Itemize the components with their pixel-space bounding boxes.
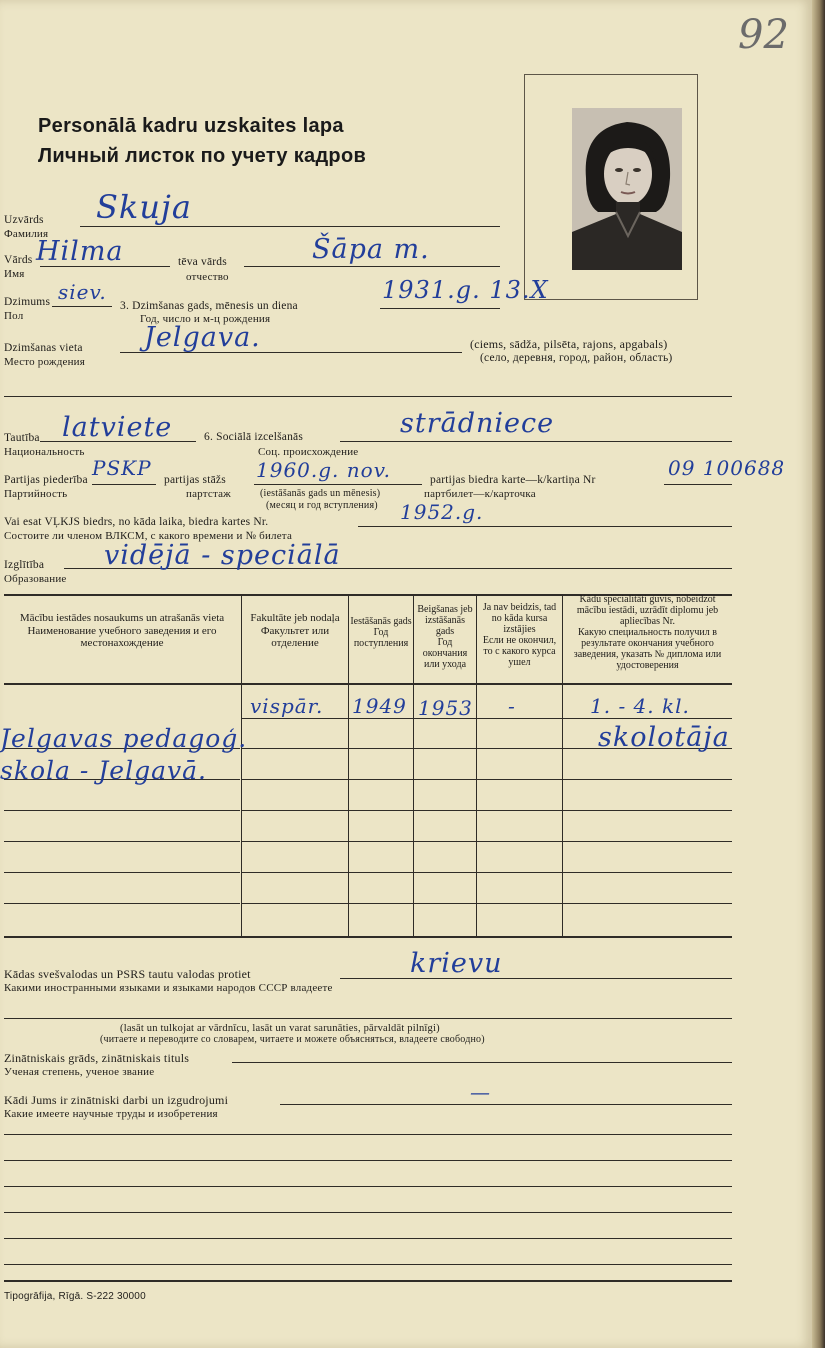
surname-value: Skuja <box>96 188 192 226</box>
table-row-line <box>241 903 732 904</box>
birth-date-line <box>380 308 500 309</box>
party-card-value: 09 100688 <box>668 456 786 480</box>
nationality-label-ru: Национальность <box>4 446 85 458</box>
table-bottom-border <box>4 936 732 938</box>
birth-date-label-lv: 3. Dzimšanas gads, mēnesis un diena <box>120 300 298 312</box>
page-number: 92 <box>738 12 789 58</box>
party-tenure-hint-ru: (месяц и год вступления) <box>266 500 378 511</box>
languages-label-ru: Какими иностранными языками и языками народов СССР владеете <box>4 982 333 994</box>
education-label-lv: Izglītība <box>4 559 45 571</box>
education-value: vidējā - speciālā <box>104 540 341 571</box>
header-end-year: Beigšanas jeb izstāšanās gads Год окончания или ухода <box>417 604 473 670</box>
languages-hint-lv: (lasāt un tulkojat ar vārdnīcu, lasāt un varat sarunāties, pārvaldāt pilnīgi) <box>120 1023 440 1034</box>
degree-line <box>232 1062 732 1063</box>
blank-line <box>4 1238 732 1239</box>
table-col-divider <box>476 595 477 937</box>
social-line <box>340 441 732 442</box>
languages-value: krievu <box>410 948 503 979</box>
specialty-value-line1: 1. - 4. kl. <box>590 694 690 718</box>
party-card-line <box>664 484 732 485</box>
header-dropout: Ja nav beidzis, tad no kāda kursa izstājies Если не окончил, то с какого курса ушел <box>482 602 557 668</box>
languages-hint-ru: (читаете и переводите со словарем, читаете и можете объясняться, владеете свободно) <box>100 1034 485 1045</box>
komsomol-label-lv: Vai esat VĻKJS biedrs, no kāda laika, biedra kartes Nr. <box>4 516 269 528</box>
birth-date-label-ru: Год, число и м-ц рождения <box>140 313 271 325</box>
birthplace-value: Jelgava. <box>144 322 261 353</box>
patronymic-label-ru: отчество <box>186 271 229 283</box>
degree-label-ru: Ученая степень, ученое звание <box>4 1066 155 1078</box>
table-row-line <box>4 903 240 904</box>
institution-value-line1: Jelgavas pedagoģ. <box>0 724 248 753</box>
patronymic-line <box>244 266 500 267</box>
header-entry-year: Iestāšanās gads Год поступления <box>350 616 412 649</box>
table-col-divider <box>348 595 349 937</box>
patronymic-value: Šāpa m. <box>312 234 430 265</box>
party-value: PSKP <box>92 456 152 480</box>
dropout-value: - <box>508 694 516 718</box>
social-value: strādniece <box>400 408 555 439</box>
party-card-label-lv: partijas biedra karte—k/kartiņa Nr <box>430 474 596 486</box>
birthplace-hint-ru: (село, деревня, город, район, область) <box>480 352 673 364</box>
blank-line <box>4 1186 732 1187</box>
end-year-value: 1953 <box>418 696 473 720</box>
works-label-ru: Какие имеете научные труды и изобретения <box>4 1108 218 1120</box>
party-tenure-label-lv: partijas stāžs <box>164 474 226 486</box>
sex-value: siev. <box>58 280 107 304</box>
party-tenure-value: 1960.g. nov. <box>256 458 391 482</box>
languages-extra-line <box>4 1018 732 1019</box>
footer-border <box>4 1280 732 1282</box>
table-row-line <box>241 810 732 811</box>
works-value: — <box>470 1080 491 1104</box>
party-tenure-line <box>254 484 422 485</box>
birth-date-value: 1931.g. 13.X <box>382 276 549 304</box>
table-row-line <box>241 779 732 780</box>
blank-line <box>4 1212 732 1213</box>
social-label-ru: Соц. происхождение <box>258 446 359 458</box>
komsomol-value: 1952.g. <box>400 500 484 524</box>
works-line <box>280 1104 732 1105</box>
degree-label-lv: Zinātniskais grāds, zinātniskais tituls <box>4 1051 190 1065</box>
table-row-line <box>241 872 732 873</box>
party-tenure-hint-lv: (iestāšanās gads un mēnesis) <box>260 488 381 499</box>
header-institution: Mācību iestādes nosaukums un atrašanās vieta Наименование учебного заведения и его местонахождение <box>19 612 225 649</box>
table-row-line <box>4 872 240 873</box>
languages-line <box>340 978 732 979</box>
header-faculty: Fakultāte jeb nodaļa Факультет или отделение <box>250 612 340 649</box>
table-header-border <box>4 683 732 685</box>
party-card-label-ru: партбилет—к/карточка <box>424 488 536 500</box>
party-label-lv: Partijas piederība <box>4 474 88 486</box>
party-tenure-label-ru: партстаж <box>186 488 231 500</box>
table-col-divider <box>241 595 242 937</box>
table-col-divider <box>413 595 414 937</box>
faculty-value: vispār. <box>250 694 324 718</box>
surname-line <box>80 226 500 227</box>
party-line <box>92 484 156 485</box>
nationality-label-lv: Tautība <box>4 432 40 444</box>
paper-edge <box>812 0 825 1348</box>
birthplace-hint-lv: (ciems, sādža, pilsēta, rajons, apgabals) <box>470 337 668 351</box>
printer-imprint: Tipogrāfija, Rīgā. S-222 30000 <box>4 1291 146 1302</box>
blank-line <box>4 1134 732 1135</box>
header-specialty: Kādu specialitāti guvis, nobeidzot mācību iestādi, uzrādīt diplomu jeb apliecības Nr. Какую специальность получил в результате окончания учебного заведения, указать № диплома или удостоверения <box>573 594 722 671</box>
table-row-line <box>241 841 732 842</box>
works-label-lv: Kādi Jums ir zinātniski darbi un izgudrojumi <box>4 1093 229 1107</box>
sex-label-lv: Dzimums <box>4 296 51 308</box>
surname-label-lv: Uzvārds <box>4 214 44 226</box>
institution-value-line2: skola - Jelgavā. <box>0 756 207 785</box>
komsomol-label-ru: Состоите ли членом ВЛКСМ, с какого времени и № билета <box>4 530 293 542</box>
sex-label-ru: Пол <box>4 310 24 322</box>
table-row-line <box>4 810 240 811</box>
title-russian: Личный листок по учету кадров <box>38 145 367 167</box>
birthplace-label-lv: Dzimšanas vieta <box>4 342 83 354</box>
sex-line <box>52 306 112 307</box>
table-row-line <box>4 841 240 842</box>
entry-year-value: 1949 <box>352 694 407 718</box>
komsomol-line <box>358 526 732 527</box>
specialty-value-line2: skolotāja <box>598 722 730 753</box>
title-latvian: Personālā kadru uzskaites lapa <box>38 115 344 137</box>
blank-line <box>4 1264 732 1265</box>
table-col-divider <box>562 595 563 937</box>
name-label-lv: Vārds <box>4 254 33 266</box>
name-label-ru: Имя <box>4 268 25 280</box>
social-label-lv: 6. Sociālā izcelšanās <box>204 431 304 443</box>
education-label-ru: Образование <box>4 573 67 585</box>
nationality-value: latviete <box>62 412 173 443</box>
name-value: Hilma <box>36 236 124 267</box>
patronymic-label-lv: tēva vārds <box>178 256 227 268</box>
table-row-line <box>241 718 732 719</box>
blank-line <box>4 1160 732 1161</box>
portrait-photo <box>572 108 682 270</box>
party-label-ru: Партийность <box>4 488 68 500</box>
birthplace-label-ru: Место рождения <box>4 356 86 368</box>
languages-label-lv: Kādas svešvalodas un PSRS tautu valodas protiet <box>4 967 251 981</box>
birthplace-extra-line <box>4 396 732 397</box>
surname-label-ru: Фамилия <box>4 228 49 240</box>
